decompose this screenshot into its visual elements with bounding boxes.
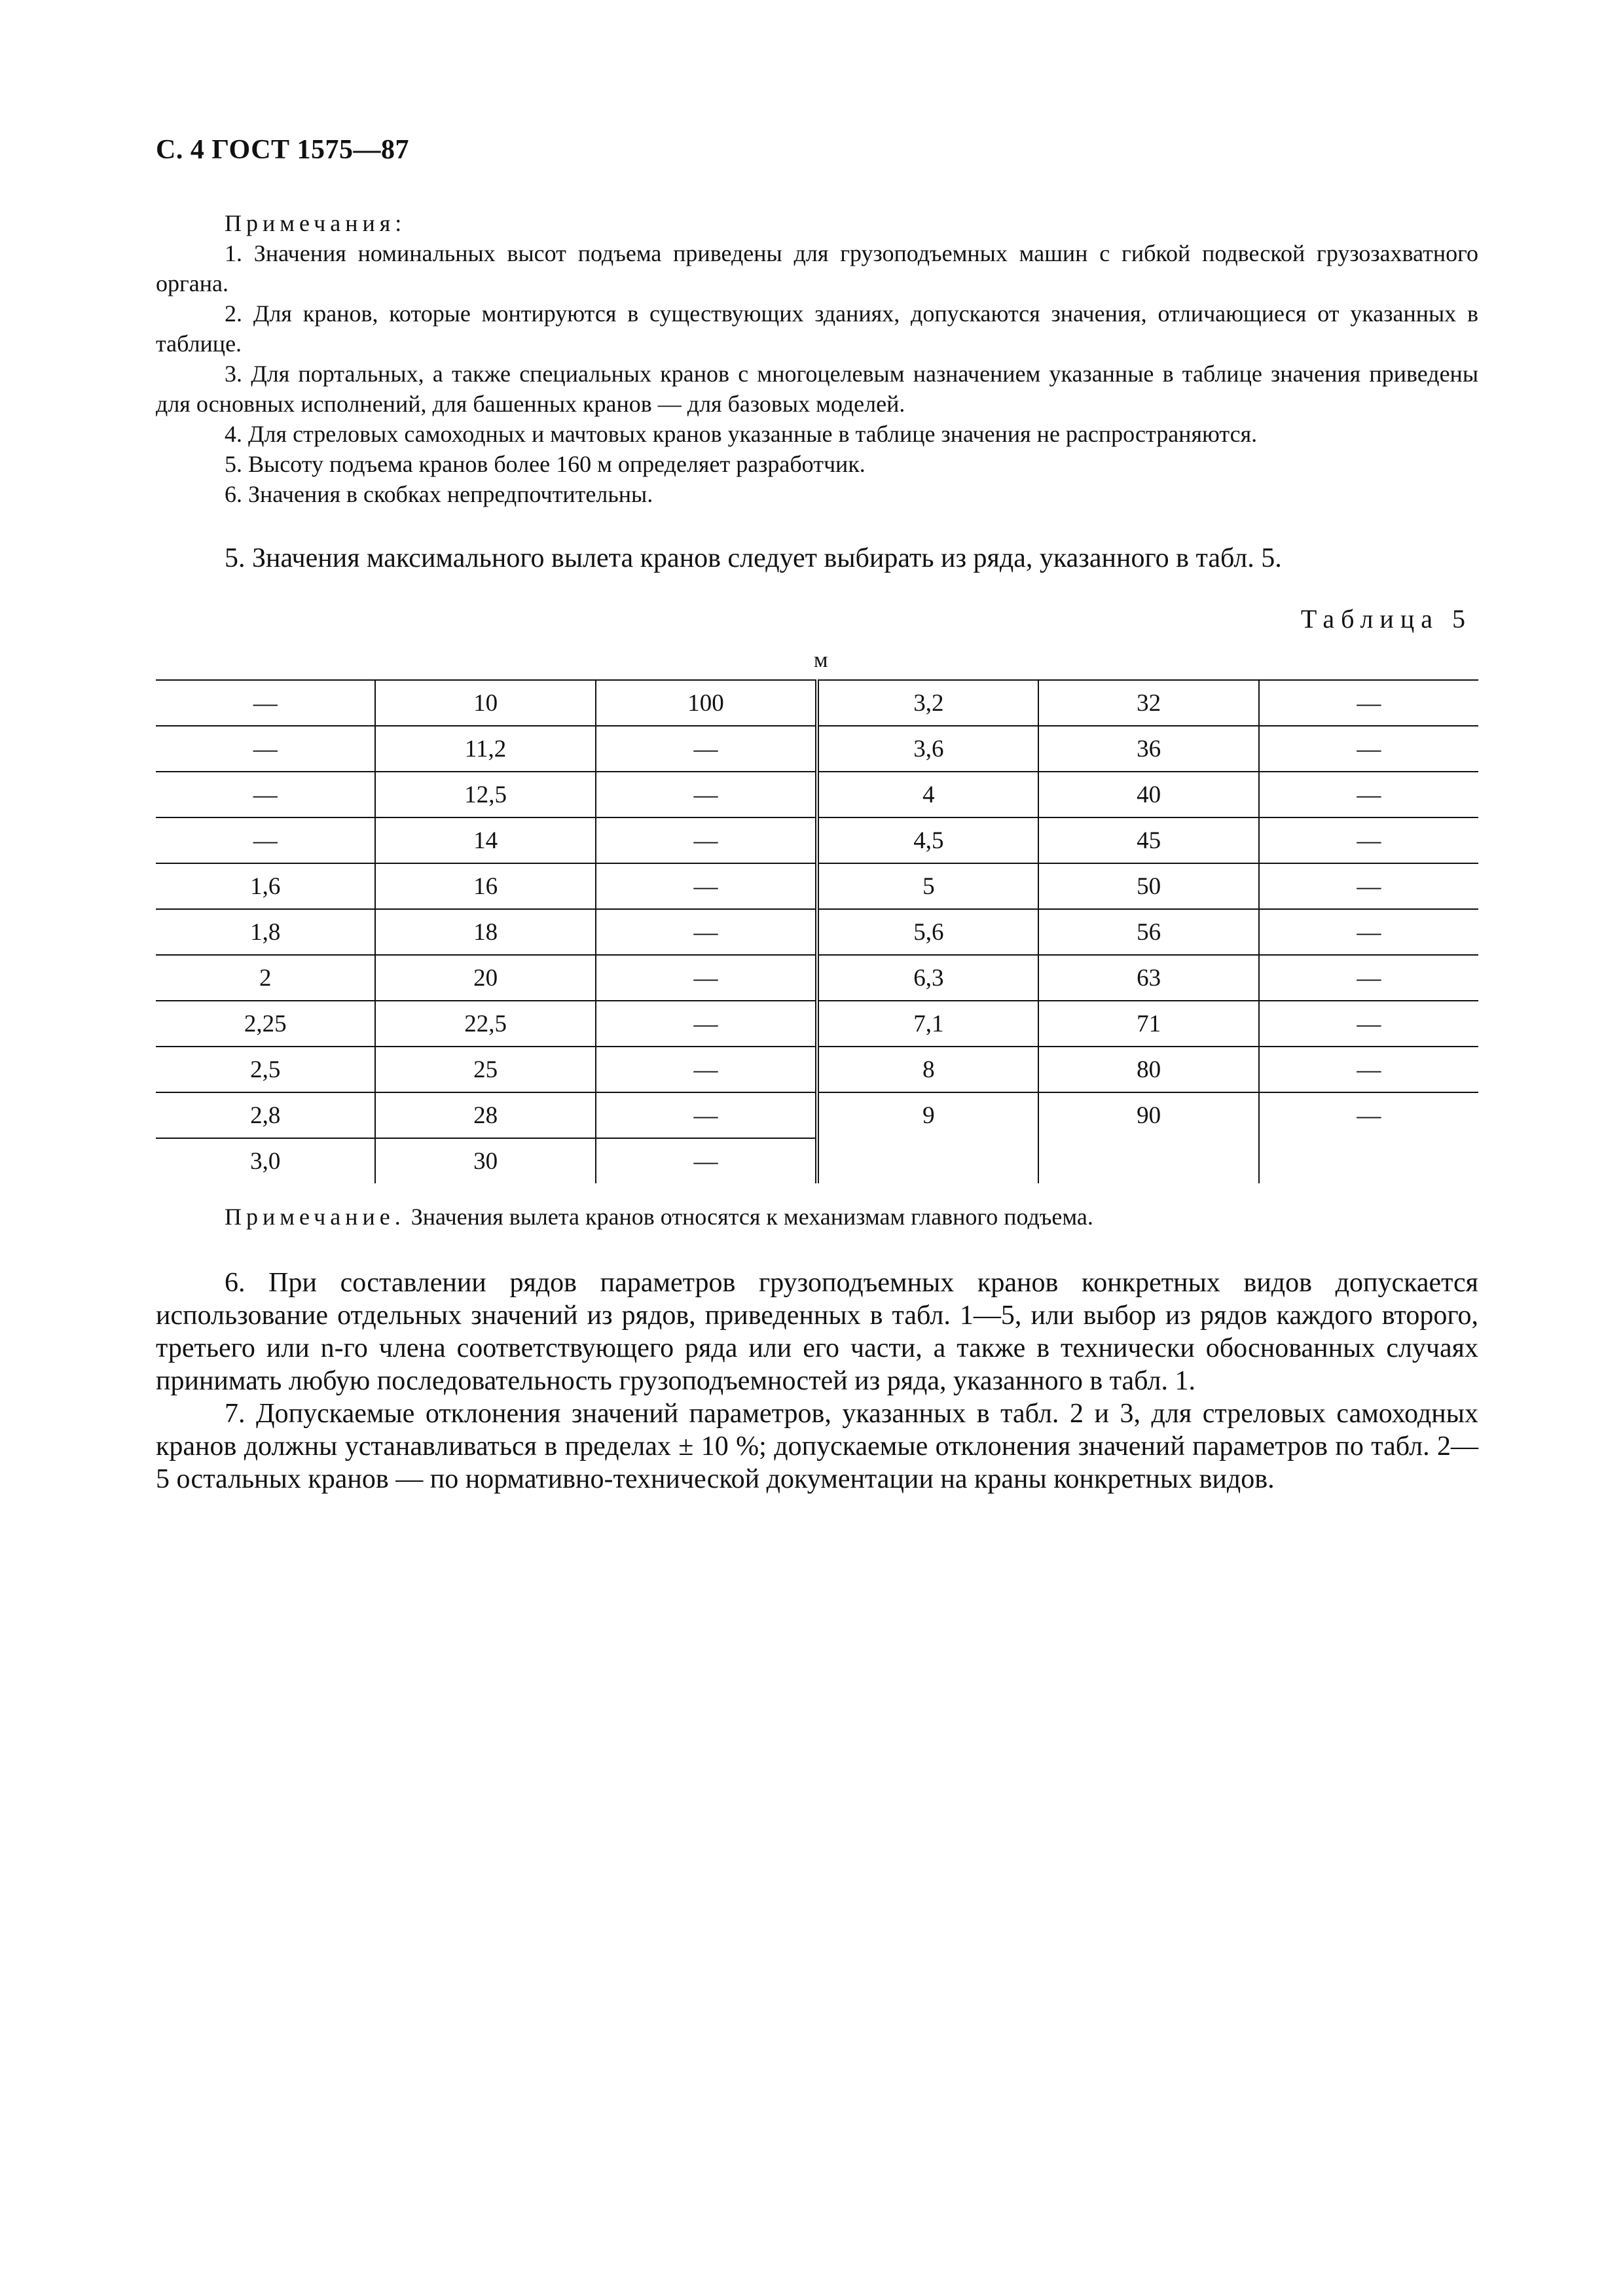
table-cell: 3,0	[156, 1138, 375, 1183]
table-cell: 32	[1038, 680, 1258, 726]
body-text	[156, 1266, 1478, 1496]
table-cell: 10	[375, 680, 595, 726]
table-cell: —	[596, 863, 817, 909]
table-cell: —	[156, 772, 375, 817]
table-cell: 16	[375, 863, 595, 909]
table-cell: —	[596, 1138, 817, 1183]
notes-block	[156, 208, 1478, 509]
table-note-text: Значения вылета кранов относятся к механизмам главного подъема.	[405, 1204, 1093, 1230]
table-cell: 2,5	[156, 1047, 375, 1092]
table-cell: 22,5	[375, 1001, 595, 1047]
table-cell: 4	[817, 772, 1038, 817]
table-row	[156, 863, 1478, 909]
table-row	[156, 1092, 1478, 1138]
table-cell: 5	[817, 863, 1038, 909]
note-item: 3. Для портальных, а также специальных кранов с многоцелевым назначением указанные в таблице значения приведены для основных исполнений, для башенных кранов — для базовых моделей.	[156, 361, 1478, 417]
note-item: 4. Для стреловых самоходных и мачтовых кранов указанные в таблице значения не распространяются.	[225, 421, 1258, 447]
table-cell: 25	[375, 1047, 595, 1092]
table-cell: 45	[1038, 817, 1258, 863]
note-item: 6. Значения в скобках непредпочтительны.	[225, 481, 653, 507]
table-cell: 28	[375, 1092, 595, 1138]
table-cell: —	[156, 817, 375, 863]
table-cell: 80	[1038, 1047, 1258, 1092]
table-cell: 1,8	[156, 909, 375, 955]
table-cell: —	[596, 817, 817, 863]
table-cell: 5,6	[817, 909, 1038, 955]
table-row	[156, 1138, 1478, 1183]
table-cell: —	[596, 726, 817, 772]
table-cell: 3,2	[817, 680, 1038, 726]
table-cell: 4,5	[817, 817, 1038, 863]
note-item: 2. Для кранов, которые монтируются в существующих зданиях, допускаются значения, отличающиеся от указанных в таблице.	[156, 300, 1478, 357]
table-cell: 7,1	[817, 1001, 1038, 1047]
table-cell: 2,25	[156, 1001, 375, 1047]
table-row	[156, 726, 1478, 772]
table-cell: 8	[817, 1047, 1038, 1092]
table-caption: Таблица 5	[1300, 604, 1472, 634]
table-cell: —	[1259, 863, 1478, 909]
table-row	[156, 1047, 1478, 1092]
table-cell: 63	[1038, 955, 1258, 1001]
table-cell: 90	[1038, 1092, 1258, 1138]
table-unit: м	[814, 648, 828, 672]
page-header: С. 4 ГОСТ 1575—87	[156, 135, 410, 165]
table-row	[156, 772, 1478, 817]
table-cell: —	[1259, 726, 1478, 772]
table-cell: 2,8	[156, 1092, 375, 1138]
table-cell: —	[1259, 1001, 1478, 1047]
table-cell: —	[156, 726, 375, 772]
table-cell: —	[1259, 955, 1478, 1001]
table-cell: 56	[1038, 909, 1258, 955]
table-cell: 20	[375, 955, 595, 1001]
table-cell	[817, 1138, 1038, 1183]
table-cell: 30	[375, 1138, 595, 1183]
note-item: 1. Значения номинальных высот подъема приведены для грузоподъемных машин с гибкой подвеской грузозахватного органа.	[156, 240, 1478, 296]
table-row	[156, 1001, 1478, 1047]
table-cell: —	[1259, 680, 1478, 726]
table-cell	[1038, 1138, 1258, 1183]
table-cell: 6,3	[817, 955, 1038, 1001]
boom-reach-table	[156, 679, 1478, 1183]
table-cell	[1259, 1138, 1478, 1183]
table-cell: 36	[1038, 726, 1258, 772]
table-row	[156, 909, 1478, 955]
table-cell: 1,6	[156, 863, 375, 909]
table-cell: —	[596, 1047, 817, 1092]
table-cell: 14	[375, 817, 595, 863]
table-note-label: Примечание.	[225, 1204, 405, 1230]
note-item: 5. Высоту подъема кранов более 160 м определяет разработчик.	[225, 451, 866, 477]
paragraph-6: 6. При составлении рядов параметров грузоподъемных кранов конкретных видов допускается использование отдельных значений из рядов, приведенных в табл. 1—5, или выбор из рядов каждого второго, третьего или n-го члена соответствующего ряда или его части, а также в технически обоснованных случаях принимать любую последовательность грузоподъемностей из ряда, указанного в табл. 1.	[156, 1268, 1478, 1396]
table-cell: —	[596, 909, 817, 955]
table-row	[156, 817, 1478, 863]
notes-title: Примечания:	[225, 210, 407, 236]
table-cell: 71	[1038, 1001, 1258, 1047]
table-cell: —	[596, 772, 817, 817]
table-cell: —	[596, 1092, 817, 1138]
table-cell: —	[1259, 909, 1478, 955]
paragraph-7: 7. Допускаемые отклонения значений параметров, указанных в табл. 2 и 3, для стреловых самоходных кранов должны устанавливаться в пределах ± 10 %; допускаемые отклонения значений параметров по табл. 2—5 остальных кранов — по нормативно-технической документации на краны конкретных видов.	[156, 1399, 1478, 1494]
table-cell: —	[1259, 817, 1478, 863]
table-note	[225, 1203, 1093, 1230]
table-cell: 18	[375, 909, 595, 955]
table-cell: 12,5	[375, 772, 595, 817]
table-cell: —	[1259, 772, 1478, 817]
table-cell: 2	[156, 955, 375, 1001]
table-row	[156, 955, 1478, 1001]
table-cell: 3,6	[817, 726, 1038, 772]
table-cell: 50	[1038, 863, 1258, 909]
paragraph-5: 5. Значения максимального вылета кранов следует выбирать из ряда, указанного в табл. 5.	[225, 543, 1282, 573]
table-cell: 11,2	[375, 726, 595, 772]
table-cell: —	[156, 680, 375, 726]
table-row	[156, 680, 1478, 726]
table-cell: —	[1259, 1047, 1478, 1092]
table-cell: 40	[1038, 772, 1258, 817]
table-cell: 9	[817, 1092, 1038, 1138]
table-cell: —	[596, 1001, 817, 1047]
table-cell: 100	[596, 680, 817, 726]
table-cell: —	[596, 955, 817, 1001]
table-cell: —	[1357, 1102, 1381, 1129]
